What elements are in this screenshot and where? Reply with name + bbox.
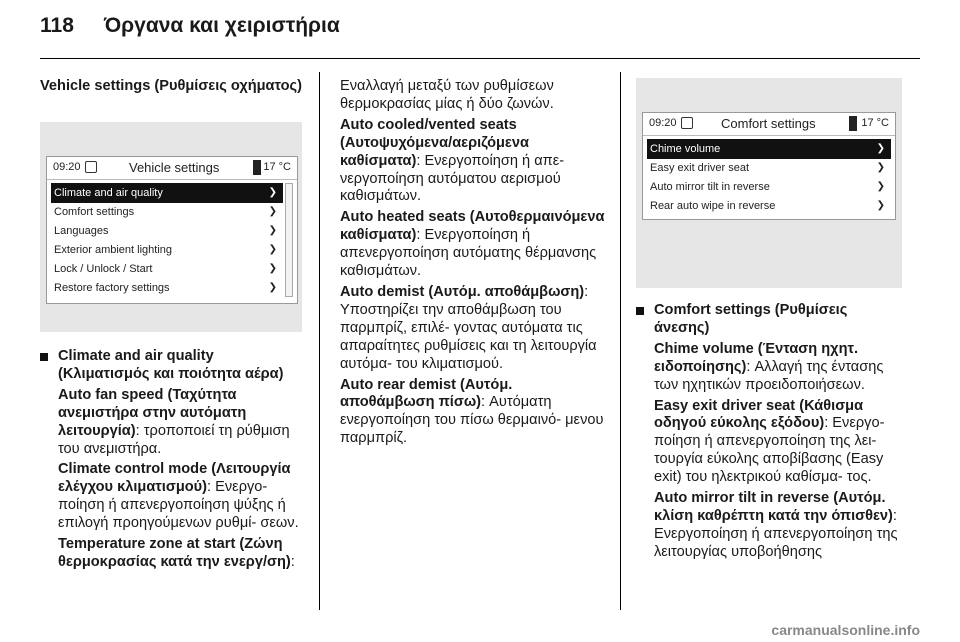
para-rear-demist <box>340 377 605 449</box>
back-icon <box>681 117 693 129</box>
menu-item-label: Lock / Unlock / Start <box>54 263 153 275</box>
column-3-body <box>636 302 904 565</box>
menu-item-label: Chime volume <box>650 143 721 155</box>
menu-item[interactable] <box>647 177 891 197</box>
screen-title: Comfort settings <box>721 116 816 131</box>
menu-item[interactable] <box>51 278 283 298</box>
term: Auto rear demist (Αυτόμ. αποθάμβωση πίσω) <box>340 376 513 411</box>
menu-item[interactable] <box>51 202 283 222</box>
menu-item-label: Rear auto wipe in reverse <box>650 200 776 212</box>
header-rule <box>40 58 920 59</box>
menu-item[interactable] <box>647 139 891 159</box>
column-divider-1 <box>319 72 320 610</box>
vehicle-settings-screen <box>46 156 298 304</box>
screen-title: Vehicle settings <box>129 160 220 175</box>
menu-item-label: Climate and air quality <box>54 187 163 199</box>
desc: : Ενεργοποίηση ή απε- νεργοποίηση αυτόματου αερισμού καθισμάτων. <box>340 152 565 205</box>
desc: : Αυτόματη ενεργοποίηση του πίσω θερμαινό- μενου παρμπρίζ. <box>340 394 604 447</box>
chevron-right-icon: ❯ <box>876 181 885 192</box>
desc: : τροποποιεί τη ρύθμιση του ανεμιστήρα. <box>58 422 290 457</box>
term: Auto heated seats (Αυτοθερμαινόμενα καθίσματα) <box>340 209 605 244</box>
menu-item[interactable] <box>51 259 283 279</box>
para-chime <box>636 341 904 395</box>
para-demist <box>340 284 605 374</box>
column-1-body <box>40 348 302 575</box>
chevron-right-icon: ❯ <box>268 244 277 255</box>
term: Temperature zone at start (Ζώνη θερμοκρασίας κατά την ενεργ/ση) <box>58 536 291 570</box>
menu-item-label: Languages <box>54 225 109 237</box>
comfort-settings-screenshot <box>636 78 902 288</box>
term: Auto demist (Αυτόμ. αποθάμβωση) <box>340 283 585 300</box>
bullet-climate <box>40 348 302 384</box>
desc: : Ενεργοποίηση ή απενεργοποίηση αυτόματης θέρμανσης καθισμάτων. <box>340 227 597 280</box>
page-header <box>40 14 340 38</box>
bullet-icon <box>636 307 644 315</box>
comfort-settings-screen <box>642 112 896 220</box>
clock: 09:20 <box>53 161 81 173</box>
chevron-right-icon: ❯ <box>268 282 277 293</box>
menu-item[interactable] <box>647 158 891 178</box>
menu-item-label: Comfort settings <box>54 206 135 218</box>
desc: : Ενεργο- ποίηση ή απενεργοποίηση της λει- τουργία εύκολης αποβίβασης (Easy exit) του ηλεκτρικού καθίσμα- τος. <box>654 415 885 486</box>
chevron-right-icon: ❯ <box>876 143 885 154</box>
menu-item-label: Easy exit driver seat <box>650 162 750 174</box>
clock: 09:20 <box>649 117 677 129</box>
term: Chime volume (Ένταση ηχητ. ειδοποίησης) <box>654 340 859 375</box>
desc: : Αλλαγή της έντασης των ηχητικών προειδοποιήσεων. <box>654 358 884 393</box>
page-number: 118 <box>40 14 74 37</box>
desc: : Ενεργο- ποίηση ή απενεργοποίηση ψύξης ή επιλογή προηγούμενων ρυθμί- σεων. <box>58 479 299 532</box>
para-temp-zone <box>40 536 302 572</box>
menu-item[interactable] <box>647 196 891 216</box>
temperature: 17 °C <box>263 161 291 173</box>
column-1 <box>40 78 302 102</box>
term: Auto cooled/vented seats (Αυτοψυχόμενα/αεριζόμενα καθίσματα) <box>340 116 529 169</box>
term: Auto mirror tilt in reverse (Αυτόμ. κλίση καθρέπτη κατά την όπισθεν) <box>654 490 893 524</box>
section-title: Vehicle settings (Ρυθμίσεις οχήματος) <box>40 78 303 94</box>
term: Easy exit driver seat (Κάθισμα οδηγού εύκολης εξόδου) <box>654 397 864 432</box>
desc: : Ενεργοποίηση ή απενεργοποίηση της λειτουργίας υποβοήθησης <box>654 507 898 560</box>
para-cooled-seats <box>340 117 605 207</box>
phone-icon <box>849 116 857 131</box>
chevron-right-icon: ❯ <box>268 187 277 198</box>
chevron-right-icon: ❯ <box>268 263 277 274</box>
chevron-right-icon: ❯ <box>876 162 885 173</box>
menu-item[interactable] <box>51 221 283 241</box>
para-climate-mode <box>40 461 302 533</box>
column-2 <box>340 78 605 451</box>
bullet-comfort <box>636 302 904 338</box>
menu-item[interactable] <box>51 183 283 203</box>
para-heated-seats <box>340 209 605 281</box>
watermark: carmanualsonline.info <box>771 622 920 638</box>
back-icon <box>85 161 97 173</box>
screen-status-bar <box>47 157 297 180</box>
para-mirror-tilt <box>636 490 904 562</box>
term: Climate control mode (Λειτουργία ελέγχου κλιματισμού) <box>58 461 291 496</box>
chevron-right-icon: ❯ <box>268 206 277 217</box>
desc: : <box>290 553 295 570</box>
vehicle-settings-screenshot <box>40 122 302 332</box>
screen-status-bar <box>643 113 895 136</box>
bullet-icon <box>40 353 48 361</box>
bullet-title: Comfort settings (Ρυθμίσεις άνεσης) <box>654 302 848 336</box>
menu-item-label: Exterior ambient lighting <box>54 244 173 256</box>
scrollbar[interactable] <box>285 183 293 297</box>
phone-icon <box>253 160 261 175</box>
desc: : Υποστηρίζει την αποθάμβωση του παρμπρίζ, επιλέ- γοντας αυτόματα τις απαραίτητες ρυθμίσεις και τη λειτουργία αυτόμα- του κλιματισμού. <box>340 283 597 372</box>
page-title: Όργανα και χειριστήρια <box>103 14 340 37</box>
para-zones: Εναλλαγή μεταξύ των ρυθμίσεων θερμοκρασίας μίας ή δύο ζωνών. <box>340 78 554 112</box>
chevron-right-icon: ❯ <box>268 225 277 236</box>
para-auto-fan <box>40 387 302 459</box>
temperature: 17 °C <box>861 117 889 129</box>
chevron-right-icon: ❯ <box>876 200 885 211</box>
bullet-title: Climate and air quality (Κλιματισμός και ποιότητα αέρα) <box>58 348 284 382</box>
term: Auto fan speed (Ταχύτητα ανεμιστήρα στην αυτόματη λειτουργία) <box>58 386 247 439</box>
menu-item[interactable] <box>51 240 283 260</box>
menu-item-label: Restore factory settings <box>54 282 170 294</box>
menu-item-label: Auto mirror tilt in reverse <box>650 181 770 193</box>
column-divider-2 <box>620 72 621 610</box>
para-easy-exit <box>636 398 904 488</box>
